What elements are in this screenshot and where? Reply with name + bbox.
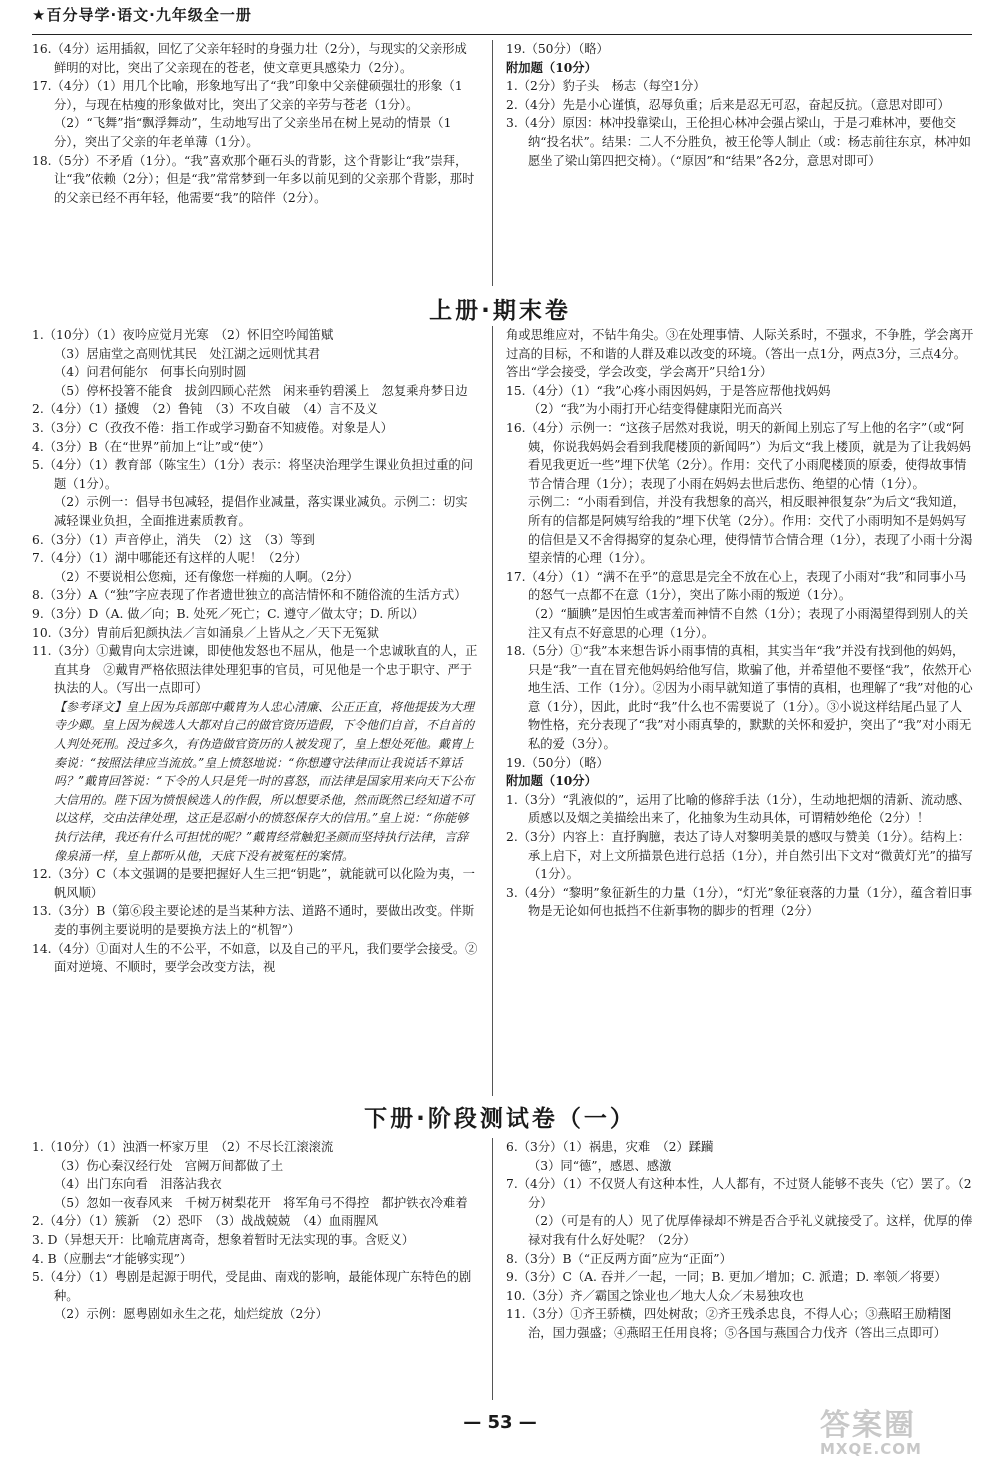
answer-item: 3.（4分）原因：林冲投靠梁山，王伦担心林冲会强占梁山，于是刁难林冲，要他交纳“投名状”。结果：二人不分胜负，被王伦等人制止（或：杨志前往东京，林冲如愿坐了梁山第四把交椅）。（“原因”和“结果”各2分，意思对即可）	[506, 116, 971, 168]
answer-item: 2.（4分）（1）搔嫂 （2）鲁钝 （3）不攻自破 （4）言不及义	[32, 402, 378, 417]
answer-item: 2.（4分）（1）簇新 （2）恐吓 （3）战战兢兢 （4）血雨腥风	[32, 1214, 378, 1229]
answer-item: 8.（3分）A（“独”字应表现了作者遗世独立的高洁情怀和不随俗流的生活方式）	[32, 588, 467, 603]
block3-left-column	[32, 1138, 478, 1324]
block3-right-column	[506, 1138, 974, 1343]
answer-item: 9.（3分）D（A. 做／向；B. 处死／死亡；C. 遵守／做太守；D. 所以）	[32, 606, 425, 621]
section-title-stage-test: 下册·阶段测试卷（一）	[364, 1106, 636, 1132]
column-divider	[492, 326, 493, 1096]
column-divider	[492, 40, 493, 286]
answer-item: 12.（3分）C（本文强调的是要把握好人生三把“钥匙”，就能就可以化险为夷，一帆风顺）	[32, 867, 475, 900]
answer-item: 1.（10分）（1）浊酒一杯家万里 （2）不尽长江滚滚流	[32, 1140, 334, 1154]
answer-item: 5.（4分）（1）粤剧是起源于明代，受昆曲、南戏的影响，最能体现广东特色的剧种。	[32, 1270, 472, 1303]
answer-item: 1.（3分）“乳液似的”，运用了比喻的修辞手法（1分），生动地把烟的清新、流动感、质感以及烟之美描绘出来了，化抽象为生动具体，可谓精妙绝伦（2分）！	[506, 792, 971, 826]
answer-subitem: （2）“我”为小雨打开心结变得健康阳光而高兴	[528, 402, 783, 417]
answer-item: 11.（3分）①戴胄向太宗进谏，即使他发怒也不屈从，他是一个忠诚耿直的人，正直其身 ②戴胄严格依照法律处理犯事的官员，可见他是一个忠于职守、严于执法的人。（写出一点即可）	[32, 644, 478, 696]
section-title-final-exam: 上册·期末卷	[429, 298, 571, 324]
answer-subitem: （2）（可是有的人）见了优厚俸禄却不辨是否合乎礼义就接受了。这样，优厚的俸禄对我有什么好处呢？（2分）	[528, 1214, 973, 1247]
page-number: — 53 —	[463, 1412, 537, 1433]
answer-item: 13.（3分）B（第⑥段主要论述的是当某种方法、道路不通时，要做出改变。伴斯麦的事例主要说明的是要换方法上的“机智”）	[32, 904, 475, 937]
translation-note: 【参考译文】皇上因为兵部郎中戴胄为人忠心清廉、公正正直，将他提拔为大理寺少卿。皇上因为候选人大都对自己的做官资历造假，下令他们自首，不自首的人判处死刑。没过多久，有伪造做官资历的人被发现了，皇上想处死他。戴胄上奏说：“按照法律应当流放。”皇上愤怒地说：“你想遵守法律而让我说话不算话吗？”戴胄回答说：“下令的人只是凭一时的喜怒，而法律是国家用来向天下公布大信用的。陛下因为愤恨候选人的作假，所以想要杀他，然而既然已经知道不可以这样，交由法律处理，这正是忍耐小的愤怒保存大的信用。”皇上说：“你能够执行法律，我还有什么可担忧的呢？”戴胄经常触犯圣颜而坚持执行法律，言辞像泉涌一样，皇上都听从他，天底下没有被冤枉的案情。	[54, 699, 475, 863]
answer-continuation: 角或思维应对，不钻牛角尖。③在处理事情、人际关系时，不强求，不争胜，学会离开过高的目标，不和谐的人群及难以改变的环境。（答出一点1分，两点3分，三点4分。答出“学会接受，学会改变，学会离开”只给1分）	[506, 328, 974, 380]
page-header	[32, 2, 972, 35]
answer-item: 7.（4分）（1）不仅贤人有这种本性，人人都有，不过贤人能够不丧失（它）罢了。（2分）	[506, 1177, 972, 1210]
answer-item: 16.（4分）运用插叙，回忆了父亲年轻时的身强力壮（2分），与现实的父亲形成鲜明的对比，突出了父亲现在的苍老，使文章更具感染力（2分）。	[32, 42, 467, 75]
answer-item: 5.（4分）（1）教育部（陈宝生）（1分）表示：将坚决治理学生课业负担过重的问题（1分）。	[32, 458, 473, 491]
answer-subitem: （4）问君何能尔 何事长向别时圆	[54, 365, 247, 380]
answer-item: 10.（3分）胄前后犯颜执法／言如涌泉／上皆从之／天下无冤狱	[32, 625, 380, 640]
book-title: ★百分导学·语文·九年级全一册	[32, 6, 252, 24]
answer-item: 3.（3分）C（孜孜不倦：指工作或学习勤奋不知疲倦。对象是人）	[32, 420, 393, 435]
answer-item: 6.（3分）（1）祸患，灾难 （2）蹂躏	[506, 1140, 714, 1154]
answer-subitem: 示例二：“小雨看到信，并没有我想象的高兴，相反眼神很复杂”为后文“我知道，所有的信都是阿姨写给我的”埋下伏笔（2分）。作用：交代了小雨明知不是妈妈写的信但是又不舍得揭穿的复杂心理，使得情节合情合理（1分），表现了小雨十分渴望亲情的心理（1分）。	[528, 495, 973, 566]
watermark-url: MXQE.COM	[820, 1440, 922, 1458]
block2-right-column	[506, 326, 974, 921]
watermark-logo	[820, 1400, 990, 1458]
answer-subitem: （3）居庙堂之高则忧其民 处江湖之远则忧其君	[54, 346, 321, 361]
answer-item: 17.（4分）（1）用几个比喻，形象地写出了“我”印象中父亲健硕强壮的形象（1分），与现在枯瘦的形象做对比，突出了父亲的辛劳与苍老（1分）。	[32, 79, 463, 112]
answer-item: 8.（3分）B（“正反两方面”应为“正面”）	[506, 1251, 732, 1266]
answer-item: 11.（3分）①齐王骄横，四处树敌；②齐王残杀忠良，不得人心；③燕昭王励精图治，国力强盛；④燕昭王任用良将；⑤各国与燕国合力伐齐（答出三点即可）	[506, 1307, 952, 1340]
answer-item: 14.（4分）①面对人生的不公平，不如意，以及自己的平凡，我们要学会接受。②面对逆境、不顺时，要学会改变方法，视	[32, 941, 478, 975]
answer-subitem: （2）示例：愿粤剧如永生之花，灿烂绽放（2分）	[54, 1307, 328, 1322]
answer-subitem: （2）示例一：倡导书包减轻，提倡作业减量，落实课业减负。示例二：切实减轻课业负担，全面推进素质教育。	[54, 495, 468, 528]
block1-right-column	[506, 40, 974, 170]
column-divider	[492, 1138, 493, 1400]
answer-subitem: （2）“飞舞”指“飘浮舞动”，生动地写出了父亲坐吊在树上晃动的情景（1分），突出了父亲的年老单薄（1分）。	[54, 116, 452, 149]
answer-item: 19.（50分）（略）	[506, 42, 609, 56]
answer-item: 1.（2分）豹子头 杨志（每空1分）	[506, 79, 706, 94]
answer-subitem: （3）同“德”，感恩、感激	[528, 1158, 672, 1173]
bonus-heading: 附加题（10分）	[506, 59, 597, 75]
answer-item: 3.（4分）“黎明”象征新生的力量（1分），“灯光”象征衰落的力量（1分），蕴含着旧事物是无论如何也抵挡不住新事物的脚步的哲理（2分）	[506, 885, 973, 919]
answer-item: 6.（3分）（1）声音停止，消失 （2）这 （3）等到	[32, 532, 315, 547]
answer-subitem: （4）出门东向看 泪落沾我衣	[54, 1177, 222, 1192]
answer-item: 9.（3分）C（A. 吞并／一起，一同；B. 更加／增加；C. 派遣；D. 率领／将要）	[506, 1270, 947, 1285]
bonus-heading: 附加题（10分）	[506, 773, 597, 789]
block2-left-column	[32, 326, 478, 977]
answer-item: 17.（4分）（1）“满不在乎”的意思是完全不放在心上，表现了小雨对“我”和同事小马的怒气一点都不在意（1分），突出了陈小雨的叛逆（1分）。	[506, 569, 966, 603]
answer-subitem: （5）停杯投箸不能食 拔剑四顾心茫然 闲来垂钓碧溪上 忽复乘舟梦日边	[54, 383, 468, 398]
answer-subitem: （5）忽如一夜春风来 千树万树梨花开 将军角弓不得控 都护铁衣冷难着	[54, 1195, 468, 1210]
answer-item: 18.（5分）不矛盾（1分）。“我”喜欢那个砸石头的背影，这个背影让“我”崇拜，让“我”依赖（2分）；但是“我”常常梦到一年多以前见到的父亲那个背影，那时的父亲已经不再年轻，他需要“我”的陪伴（2分）。	[32, 153, 475, 205]
answer-item: 19.（50分）（略）	[506, 755, 609, 770]
answer-item: 1.（10分）（1）夜吟应觉月光寒 （2）怀旧空吟闻笛赋	[32, 328, 334, 342]
answer-item: 15.（4分）（1）“我”心疼小雨因妈妈，于是答应帮他找妈妈	[506, 383, 831, 398]
answer-item: 3. D（异想天开：比喻荒唐离奇，想象着暂时无法实现的事。含贬义）	[32, 1232, 415, 1247]
answer-item: 16.（4分）示例一：“这孩子居然对我说，明天的新闻上别忘了写上他的名字”（或“阿姨，你说我妈妈会看到我爬楼顶的新闻吗”）为后文“我上楼顶，就是为了让我妈妈看见我更近一些”埋下伏笔（2分）。作用：交代了小雨爬楼顶的原委，使得故事情节合情合理（1分）；表现了小雨在妈妈去世后悲伤、绝望的心情（1分）。	[506, 420, 971, 491]
answer-subitem: （2）“腼腆”是因怕生或害羞而神情不自然（1分）；表现了小雨渴望得到别人的关注又有点不好意思的心理（1分）。	[528, 606, 969, 640]
answer-item: 4. B（应删去“才能够实现”）	[32, 1251, 193, 1266]
watermark-text: 答案圈	[820, 1408, 916, 1443]
answer-item: 10.（3分）齐／霸国之馀业也／地大人众／未易独攻也	[506, 1288, 804, 1303]
answer-item: 4.（3分）B（在“世界”前加上“让”或“使”）	[32, 439, 271, 454]
answer-item: 18.（5分）①“我”本来想告诉小雨事情的真相，其实当年“我”并没有找到他的妈妈，只是“我”一直在冒充他妈妈给他写信，欺骗了他，并希望他不要怪“我”，依然开心地生活、工作（1分）。②因为小雨早就知道了事情的真相，也理解了“我”对他的心意（1分），因此，此时“我”什么也不需要说了（1分）。③小说这样结尾凸显了人物性格，充分表现了“我”对小雨真挚的，默默的关怀和爱护，突出了“我”对小雨无私的爱（3分）。	[506, 644, 973, 752]
answer-item: 7.（4分）（1）湖中哪能还有这样的人呢！（2分）	[32, 551, 307, 566]
block1-left-column	[32, 40, 478, 207]
answer-subitem: （3）伤心秦汉经行处 宫阙万间都做了土	[54, 1158, 284, 1173]
answer-item: 2.（3分）内容上：直抒胸臆，表达了诗人对黎明美景的感叹与赞美（1分）。结构上：承上启下，对上文所描景色进行总括（1分），并自然引出下文对“微黄灯光”的描写（1分）。	[506, 830, 973, 882]
answer-item: 2.（4分）先是小心谨慎，忍辱负重；后来是忍无可忍，奋起反抗。（意思对即可）	[506, 97, 950, 112]
answer-subitem: （2）不要说相公您痴，还有像您一样痴的人啊。（2分）	[54, 569, 359, 584]
